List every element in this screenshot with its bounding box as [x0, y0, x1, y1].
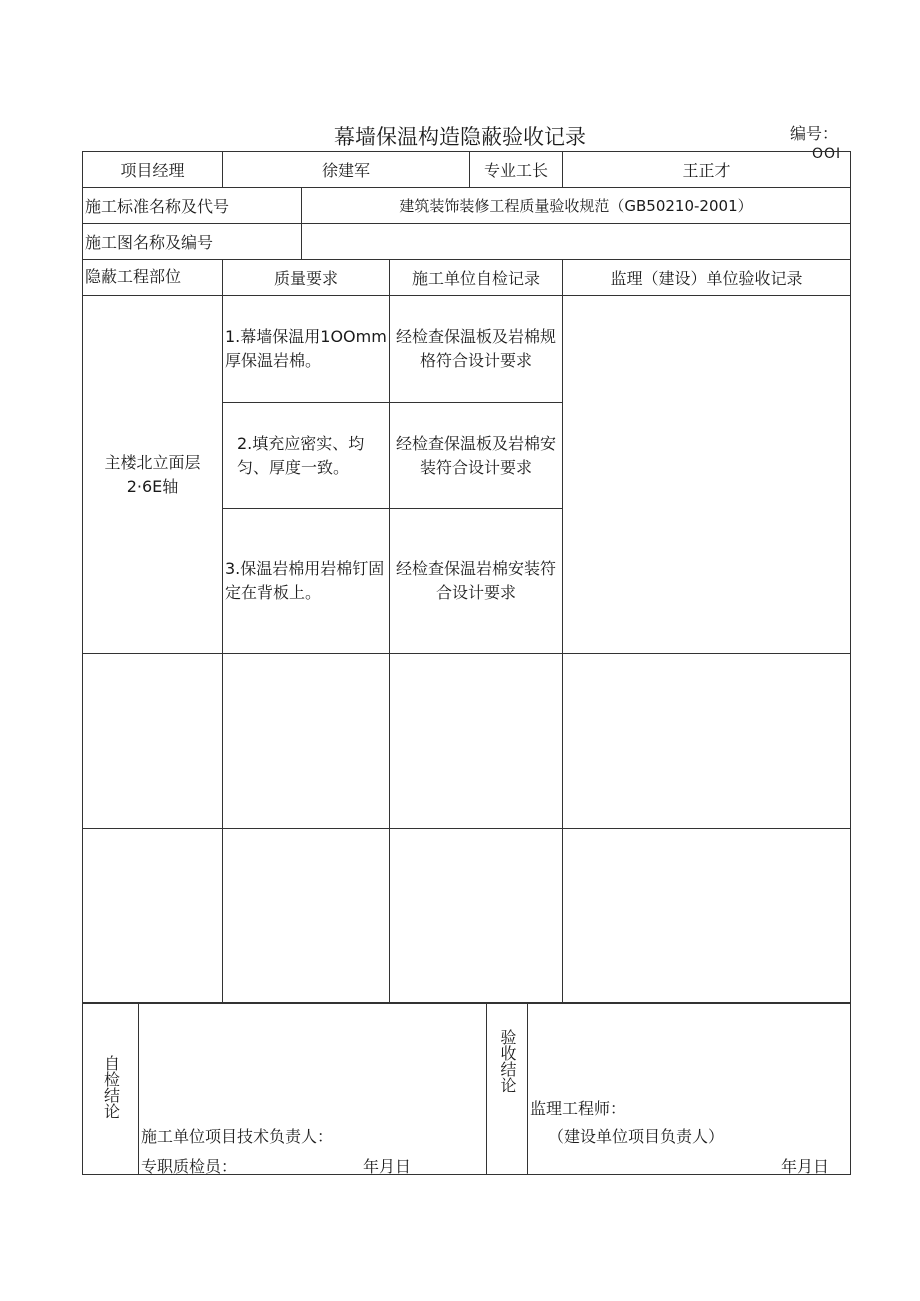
standard-value: 建筑装饰装修工程质量验收规范（GB50210-2001）: [302, 188, 851, 224]
pm-label: 项目经理: [83, 152, 223, 188]
doc-number-value: OOI: [812, 146, 842, 162]
drawing-label: 施工图名称及编号: [83, 224, 302, 260]
supervising-engineer-label: 监理工程师：: [530, 1099, 627, 1118]
quality-req-3: 3.保温岩棉用岩棉钉固定在背板上。: [223, 509, 390, 654]
date-left: 年月日: [363, 1157, 412, 1176]
empty-row: [83, 829, 851, 1004]
qc-inspector-label: 专职质检员：: [141, 1157, 238, 1176]
tech-lead-label: 施工单位项目技术负责人：: [141, 1127, 334, 1146]
empty-cell[interactable]: [563, 654, 851, 829]
date-right: 年月日: [781, 1157, 830, 1176]
empty-cell[interactable]: [563, 829, 851, 1004]
empty-row: [83, 654, 851, 829]
location-cell: [83, 296, 223, 654]
quality-req-2: 2.填充应密实、均匀、厚度一致。: [223, 403, 390, 509]
accept-conclusion-label: 验收结论: [498, 1029, 517, 1093]
item-row: [83, 296, 851, 403]
self-check-2: 经检查保温板及岩棉安装符合设计要求: [390, 403, 563, 509]
self-conclusion-label: 自检结论: [101, 1054, 121, 1119]
column-header-row: [83, 260, 851, 296]
location-line1: 主楼北立面层: [104, 452, 201, 472]
conclusion-table: [82, 1002, 851, 1175]
quality-req-1: 1.幕墙保温用1OOmm厚保温岩棉。: [223, 296, 390, 403]
col-supervision: 监理（建设）单位验收记录: [563, 260, 851, 296]
page-title: 幕墙保温构造隐蔽验收记录: [334, 125, 586, 149]
empty-cell[interactable]: [390, 829, 563, 1004]
inspection-form-table: [82, 151, 851, 1004]
doc-number-label: 编号：: [790, 124, 839, 143]
self-conclusion-cell[interactable]: [139, 1003, 487, 1175]
conclusion-row: [83, 1003, 851, 1175]
drawing-value[interactable]: [302, 224, 851, 260]
owner-rep-label: （建设单位项目负责人）: [548, 1127, 725, 1146]
col-quality: 质量要求: [223, 260, 390, 296]
drawing-row: [83, 224, 851, 260]
col-self-check: 施工单位自检记录: [390, 260, 563, 296]
empty-cell[interactable]: [83, 829, 223, 1004]
foreman-label: 专业工长: [470, 152, 563, 188]
col-location: 隐蔽工程部位: [83, 260, 223, 296]
empty-cell[interactable]: [223, 829, 390, 1004]
location-line2: 2·6E轴: [126, 476, 179, 496]
header-row: [83, 152, 851, 188]
standard-label: 施工标准名称及代号: [83, 188, 302, 224]
self-check-3: 经检查保温岩棉安装符合设计要求: [390, 509, 563, 654]
accept-conclusion-label-cell: [487, 1003, 528, 1175]
self-conclusion-label-cell: [83, 1003, 139, 1175]
empty-cell[interactable]: [83, 654, 223, 829]
standard-row: [83, 188, 851, 224]
empty-cell[interactable]: [390, 654, 563, 829]
foreman-name: 王正才: [563, 152, 851, 188]
empty-cell[interactable]: [223, 654, 390, 829]
pm-name: 徐建军: [223, 152, 470, 188]
supervision-record[interactable]: [563, 296, 851, 654]
self-check-1: 经检查保温板及岩棉规格符合设计要求: [390, 296, 563, 403]
accept-conclusion-cell[interactable]: [528, 1003, 851, 1175]
